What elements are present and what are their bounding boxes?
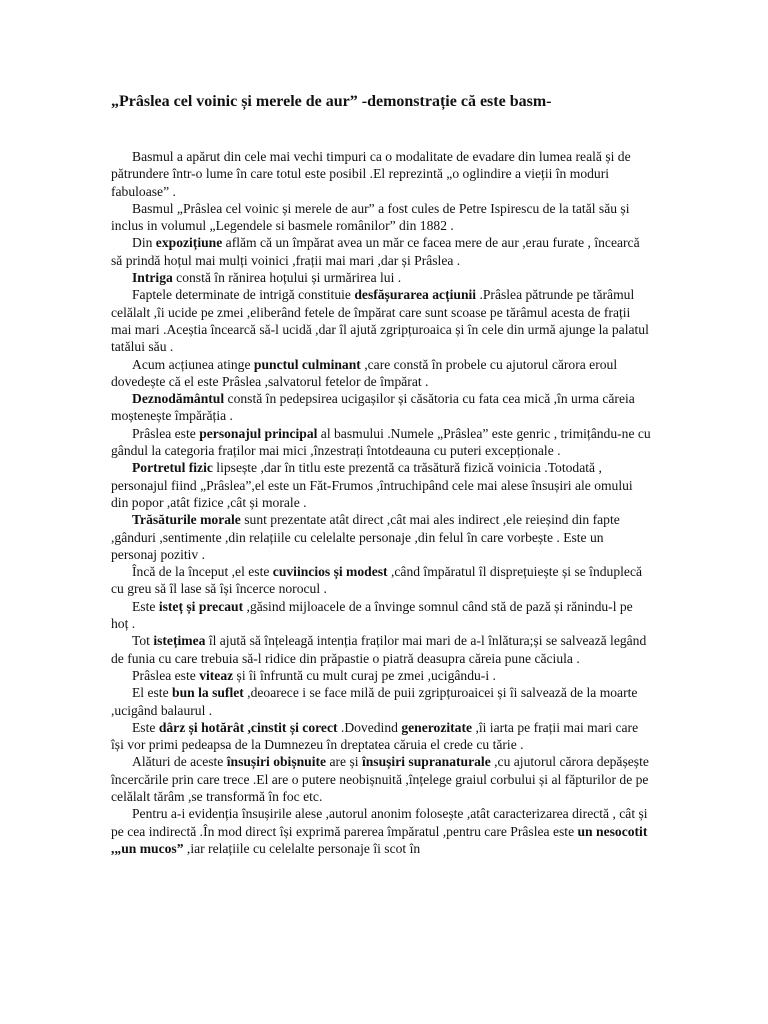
bold-term: punctul culminant	[253, 356, 361, 372]
bold-term: Trăsăturile morale	[132, 512, 241, 528]
text-run: Alături de aceste	[132, 754, 227, 770]
paragraph	[111, 234, 653, 269]
text-run: El este	[132, 685, 173, 701]
paragraph	[111, 632, 653, 667]
paragraph	[111, 667, 653, 684]
text-run: Tot	[132, 633, 154, 649]
bold-term: desfășurarea acțiunii	[354, 287, 477, 303]
text-run: constă în rănirea hoțului și urmărirea lui .	[172, 270, 402, 286]
paragraph	[111, 390, 653, 425]
paragraph	[111, 148, 653, 200]
bold-term: expozițiune	[155, 235, 223, 251]
text-run: îl ajută să înțeleagă intenția fraților mai mari de a-l înlătura;și se salvează legând de funia cu care trebuia să-l ridice din prăpastie o piatră deasupra căreia pune căciula .	[111, 633, 647, 666]
paragraph	[111, 425, 653, 460]
paragraph	[111, 753, 653, 805]
text-run: Este	[132, 719, 159, 735]
bold-term: însușiri supranaturale	[361, 754, 491, 770]
paragraph	[111, 719, 653, 754]
bold-term: însușiri obișnuite	[226, 754, 327, 770]
text-run: .Prâslea pătrunde pe tărâmul celălalt ,îi ucide pe zmei ,eliberând fetele de împărat care sunt scoase pe tărâmul acesta de frații mai mari .Aceștia încearcă să-l ucidă ,dar îl ajută zgripțuroaica și în cele din urmă ajunge la palatul tatălui său .	[111, 287, 649, 355]
paragraph	[111, 286, 653, 355]
bold-term: generozitate	[401, 719, 473, 735]
bold-term: istețimea	[153, 633, 206, 649]
paragraph	[111, 563, 653, 598]
text-run: ,găsind mijloacele de a învinge somnul când stă de pază și rănindu-l pe hoț .	[111, 598, 633, 632]
text-run: ,când împăratul îl disprețuiește și se înduplecă cu greu să îl lase să își încerce norocul .	[111, 564, 643, 597]
text-run: ,deoarece i se face milă de puii zgripțuroaicei și îi salvează de la moarte ,ucigând balaurul .	[111, 685, 638, 718]
text-run: sunt prezentate atât direct ,cât mai ales indirect ,ele reieșind din fapte ,gânduri ,sentimente ,din relațiile cu celelalte personaje ,din felul în care vorbește . Este un personaj pozitiv .	[111, 512, 620, 562]
paragraph	[111, 598, 653, 633]
text-run: ,cu ajutorul cărora depășește încercările prin care trece .El are o putere neobișnuită ,înțelege graiul corbului și al făpturilor de pe celălalt tărâm ,se transformă în foc etc.	[111, 754, 649, 804]
text-run: Din	[132, 235, 156, 251]
bold-term: Intriga	[132, 270, 173, 286]
text-run: aflăm că un împărat avea un măr ce facea mere de aur ,erau furate , încearcă să prindă hoțul mai mulți voinici ,frații mai mari ,dar și Prâslea .	[111, 235, 640, 268]
text-run: Acum acțiunea atinge	[132, 356, 254, 372]
paragraph	[111, 269, 653, 286]
text-run: Prâslea este	[132, 667, 200, 683]
bold-term: viteaz	[199, 667, 234, 683]
text-run: are și	[326, 754, 362, 770]
paragraph	[111, 356, 653, 391]
text-run: lipsește ,dar în titlu este prezentă ca trăsătură fizică voinicia .Totodată , personajul fiind „Prâslea”,el este un Făt-Frumos ,întruchipând cele mai alese însușiri ale omului din popor ,atât fizice ,cât și morale .	[111, 460, 633, 510]
bold-term: Portretul fizic	[132, 460, 213, 476]
document-body	[111, 148, 653, 857]
text-run: Faptele determinate de intrigă constituie	[132, 287, 355, 303]
bold-term: isteț și precaut	[158, 598, 244, 614]
paragraph	[111, 684, 653, 719]
paragraph	[111, 511, 653, 563]
paragraph	[111, 459, 653, 511]
text-run: .Dovedind	[337, 719, 402, 735]
text-run: Încă de la început ,el este	[132, 564, 273, 580]
bold-term: personajul principal	[199, 425, 318, 441]
text-run: Basmul „Prâslea cel voinic și merele de aur” a fost cules de Petre Ispirescu de la tatăl său și inclus in volumul „Legendele si basmele românilor” din 1882 .	[111, 200, 630, 234]
text-run: Basmul a apărut din cele mai vechi timpuri ca o modalitate de evadare din lumea reală și de pătrundere într-o lume în care totul este posibil .El reprezintă „o oglindire a vieții în moduri fabuloase” .	[111, 149, 631, 199]
document-title: „Prâslea cel voinic și merele de aur” -demonstrație că este basm-	[111, 93, 552, 110]
text-run: ,care constă în probele cu ajutorul cărora eroul dovedește că el este Prâslea ,salvatorul fetelor de împărat .	[111, 356, 618, 389]
bold-term: cuviincios și modest	[272, 564, 388, 580]
bold-term: Deznodământul	[132, 391, 225, 407]
text-run: al basmului .Numele „Prâslea” este genric , trimițându-ne cu gândul la categoria fraților mai mici ,înzestrați întotdeauna cu puteri excepționale .	[111, 425, 651, 459]
text-run: ,îi iarta pe frații mai mari care își vor primi pedeapsa de la Dumnezeu în dreptatea căruia el crede cu tărie .	[111, 719, 639, 753]
text-run: Prâslea este	[132, 425, 200, 441]
bold-term: un nesocotit ,„un mucos”	[111, 823, 648, 856]
paragraph	[111, 200, 653, 235]
text-run: Pentru a-i evidenția însușirile alese ,autorul anonim folosește ,atât caracterizarea directă , cât și pe cea indirectă .În mod direct își exprimă parerea împăratul ,pentru care Prâslea este	[111, 806, 648, 839]
text-run: și îi înfruntă cu mult curaj pe zmei ,ucigându-i .	[233, 667, 496, 683]
bold-term: dârz și hotărât ,cinstit și corect	[158, 719, 338, 735]
text-run: ,iar relațiile cu celelalte personaje îi scot în	[183, 840, 421, 856]
paragraph	[111, 805, 653, 857]
text-run: Este	[132, 598, 159, 614]
bold-term: bun la suflet	[172, 685, 244, 701]
text-run: constă în pedepsirea ucigașilor și căsătoria cu fata cea mică ,în urma căreia moștenește împărăția .	[111, 391, 635, 424]
